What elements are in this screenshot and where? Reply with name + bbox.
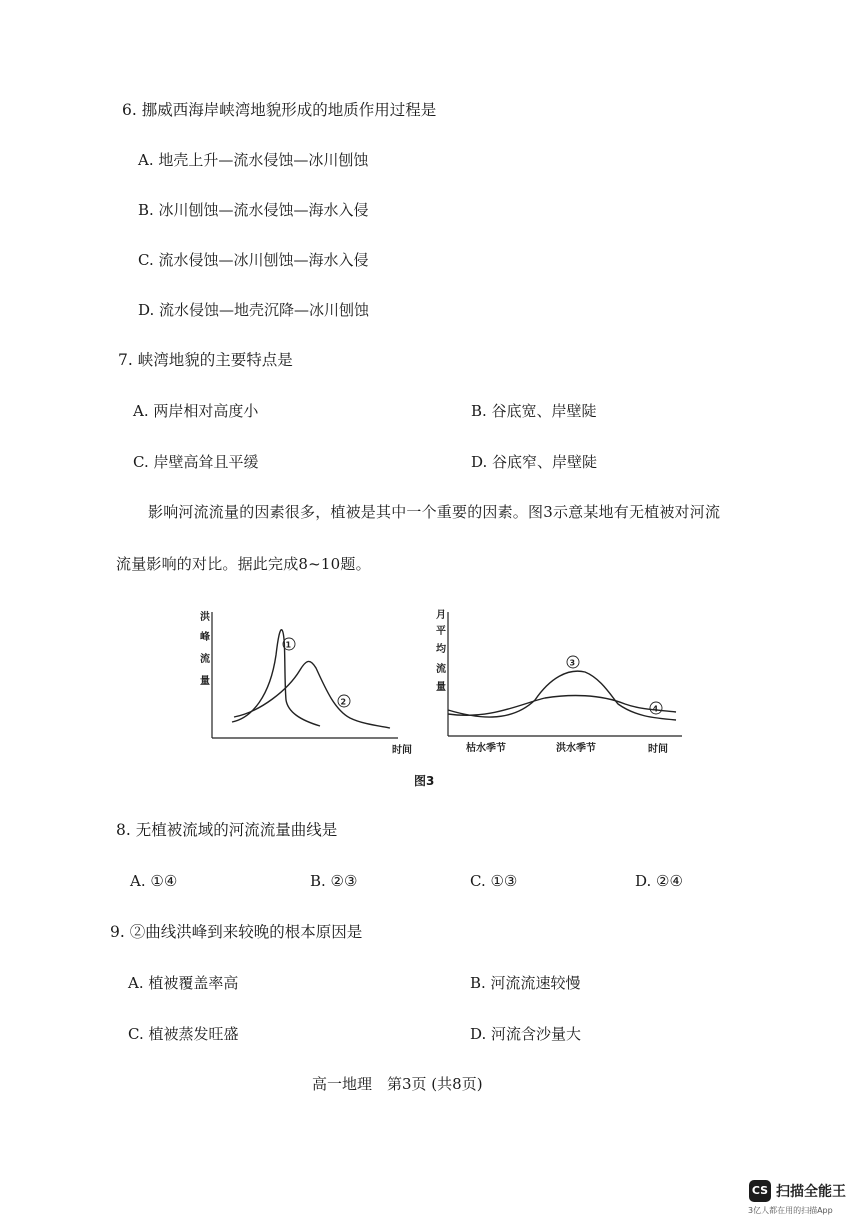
right-curve-3-num: 3: [569, 658, 576, 668]
right-tick-dry-season: 枯水季节: [466, 743, 506, 754]
q9-option-a: A. 植被覆盖率高: [128, 974, 239, 992]
q7-option-d: D. 谷底窄、岸壁陡: [471, 453, 598, 471]
q9-option-c: C. 植被蒸发旺盛: [128, 1025, 239, 1043]
left-ylabel-char-2: 峰: [200, 632, 210, 643]
q7-option-a: A. 两岸相对高度小: [133, 402, 259, 420]
q6-option-a: A. 地壳上升—流水侵蚀—冰川刨蚀: [138, 151, 369, 169]
left-xlabel: 时间: [392, 745, 412, 756]
figure-3-svg: [190, 600, 690, 770]
left-curve-2: [234, 661, 390, 728]
q8-stem: 8. 无植被流域的河流流量曲线是: [116, 821, 338, 839]
q8-option-c: C. ①③: [470, 872, 518, 890]
q6-option-b: B. 冰川刨蚀—流水侵蚀—海水入侵: [138, 201, 369, 219]
figure-caption: 图3: [414, 774, 435, 788]
page-footer: 高一地理 第3页 (共8页): [312, 1075, 483, 1093]
left-ylabel-char-1: 洪: [200, 612, 210, 623]
right-curve-4-num: 4: [652, 704, 659, 714]
q9-option-d: D. 河流含沙量大: [470, 1025, 582, 1043]
right-ylabel-char-4: 流: [436, 664, 446, 675]
right-panel: [436, 608, 682, 755]
right-xlabel: 时间: [648, 744, 668, 755]
q6-option-c: C. 流水侵蚀—冰川刨蚀—海水入侵: [138, 251, 369, 269]
q7-option-c: C. 岸壁高耸且平缓: [133, 453, 259, 471]
q6-stem: 6. 挪威西海岸峡湾地貌形成的地质作用过程是: [122, 101, 437, 119]
watermark-brand: 扫描全能王: [776, 1184, 846, 1200]
left-curve-2-num: 2: [340, 697, 347, 707]
right-curve-4: [448, 696, 676, 716]
q8-option-b: B. ②③: [310, 872, 358, 890]
camscanner-logo-icon: CS: [749, 1180, 771, 1202]
left-curve-1: [232, 630, 320, 726]
right-tick-flood-season: 洪水季节: [556, 743, 596, 754]
left-panel: [200, 610, 412, 756]
right-ylabel-char-3: 均: [436, 644, 446, 655]
right-ylabel-char-1: 月: [436, 610, 446, 621]
q9-stem: 9. ②曲线洪峰到来较晚的根本原因是: [110, 923, 363, 941]
q8-option-d: D. ②④: [635, 872, 683, 890]
left-ylabel-char-4: 量: [200, 676, 210, 687]
right-ylabel-char-5: 量: [436, 682, 446, 693]
intro-line-2: 流量影响的对比。据此完成8~10题。: [116, 555, 371, 573]
q7-option-b: B. 谷底宽、岸壁陡: [471, 402, 597, 420]
watermark-subtitle: 3亿人都在用的扫描App: [748, 1206, 833, 1215]
left-curve-1-num: 1: [285, 640, 292, 650]
intro-line-1: 影响河流流量的因素很多，植被是其中一个重要的因素。图3示意某地有无植被对河流: [148, 503, 721, 521]
q7-stem: 7. 峡湾地貌的主要特点是: [118, 351, 293, 369]
figure-3: [190, 600, 690, 774]
q9-option-b: B. 河流流速较慢: [470, 974, 581, 992]
right-ylabel-char-2: 平: [436, 626, 446, 637]
q8-option-a: A. ①④: [130, 872, 178, 890]
q6-option-d: D. 流水侵蚀—地壳沉降—冰川刨蚀: [138, 301, 370, 319]
left-ylabel-char-3: 流: [200, 654, 210, 665]
